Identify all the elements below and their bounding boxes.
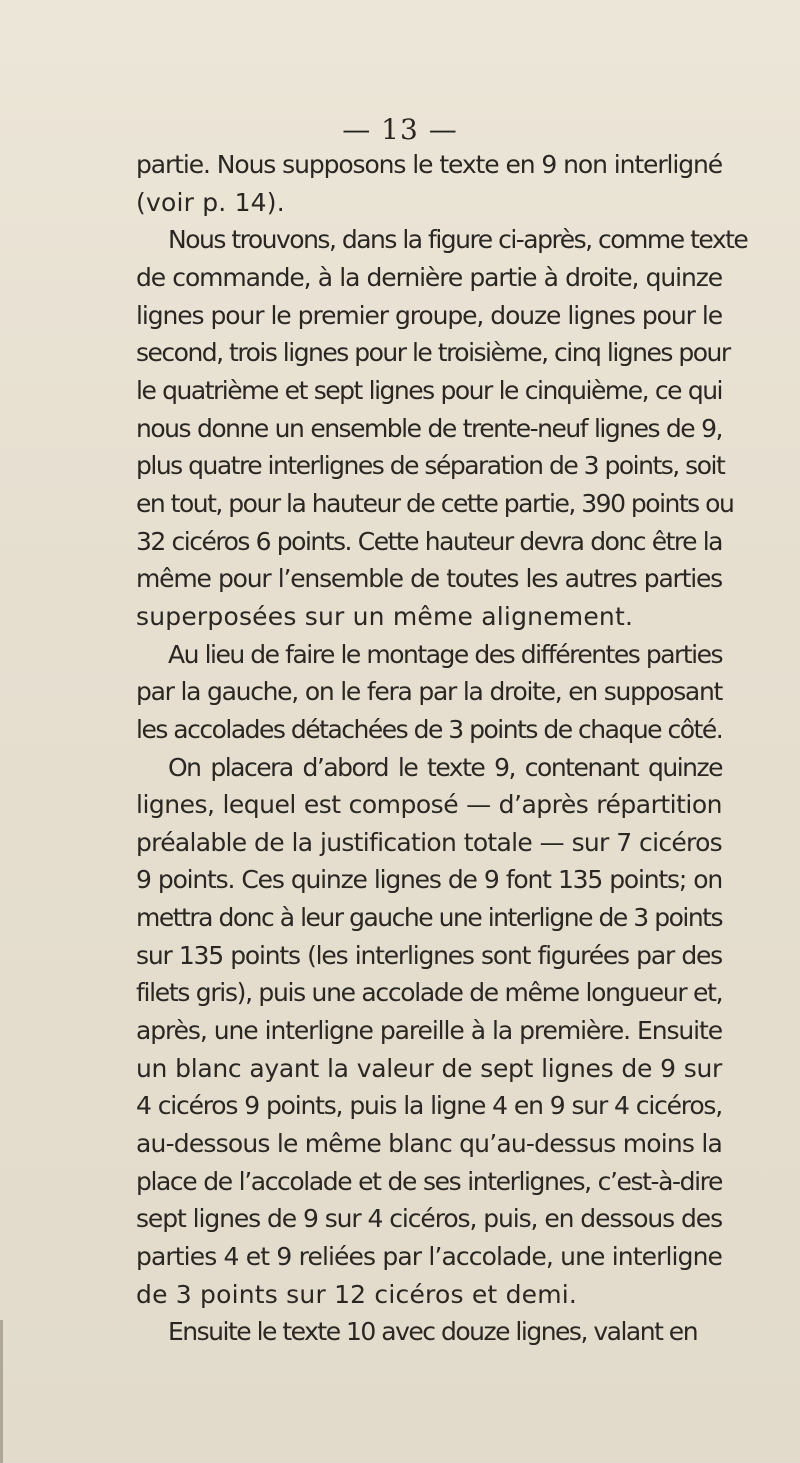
paragraph-4 [136,749,722,1314]
text-line: de 3 points sur 12 cicéros et demi. [136,1279,578,1309]
text-line: 9 points. Ces quinze lignes de 9 font 135 points; on [136,865,722,895]
text-line: nous donne un ensemble de trente-neuf lignes de 9, [136,413,722,443]
page-number: — 13 — [342,113,458,146]
text-line: filets gris), puis une accolade de même longueur et, [136,978,723,1008]
text-line: le quatrième et sept lignes pour le cinquième, ce qui [136,375,722,405]
text-line: de commande, à la dernière partie à droite, quinze [136,262,722,292]
text-line: plus quatre interlignes de séparation de 3 points, soit [136,451,725,481]
text-line: superposées sur un même alignement. [136,601,634,631]
text-line: sept lignes de 9 sur 4 cicéros, puis, en dessous des [136,1204,722,1234]
text-line: un blanc ayant la valeur de sept lignes de 9 sur [136,1053,722,1083]
text-line: On placera d’abord le texte 9, contenant quinze [168,752,722,782]
text-line: 4 cicéros 9 points, puis la ligne 4 en 9 sur 4 cicéros, [136,1091,722,1121]
paragraph-1 [136,146,722,221]
paragraph-5 [136,1313,722,1351]
paragraph-3 [136,636,722,749]
text-line: préalable de la justification totale — sur 7 cicéros [136,827,722,857]
text-line: lignes, lequel est composé — d’après répartition [136,790,722,820]
text-line: mettra donc à leur gauche une interligne de 3 points [136,903,722,933]
body-text [136,146,748,1351]
text-line: Au lieu de faire le montage des différentes parties [168,639,722,669]
text-line: lignes pour le premier groupe, douze lignes pour le [136,300,722,330]
text-line: parties 4 et 9 reliées par l’accolade, une interligne [136,1242,722,1272]
text-line: en tout, pour la hauteur de cette partie, 390 points ou [136,488,734,518]
text-line: Ensuite le texte 10 avec douze lignes, valant en [168,1317,698,1347]
text-line: après, une interligne pareille à la première. Ensuite [136,1016,722,1046]
text-line: les accolades détachées de 3 points de chaque côté. [136,714,723,744]
text-line: au-dessous le même blanc qu’au-dessus moins la [136,1129,722,1159]
text-line: par la gauche, on le fera par la droite, en supposant [136,677,722,707]
text-line: 32 cicéros 6 points. Cette hauteur devra donc être la [136,526,722,556]
paragraph-2 [136,221,748,635]
text-line: Nous trouvons, dans la figure ci-après, comme texte [168,225,748,255]
text-line: même pour l’ensemble de toutes les autres parties [136,564,722,594]
text-line: place de l’accolade et de ses interlignes, c’est-à-dire [136,1166,722,1196]
text-line: second, trois lignes pour le troisième, cinq lignes pour [136,338,730,368]
text-line: (voir p. 14). [136,187,285,217]
page-edge-shadow [0,1320,3,1463]
text-line: sur 135 points (les interlignes sont figurées par des [136,940,722,970]
text-line: partie. Nous supposons le texte en 9 non interligné [136,150,722,179]
